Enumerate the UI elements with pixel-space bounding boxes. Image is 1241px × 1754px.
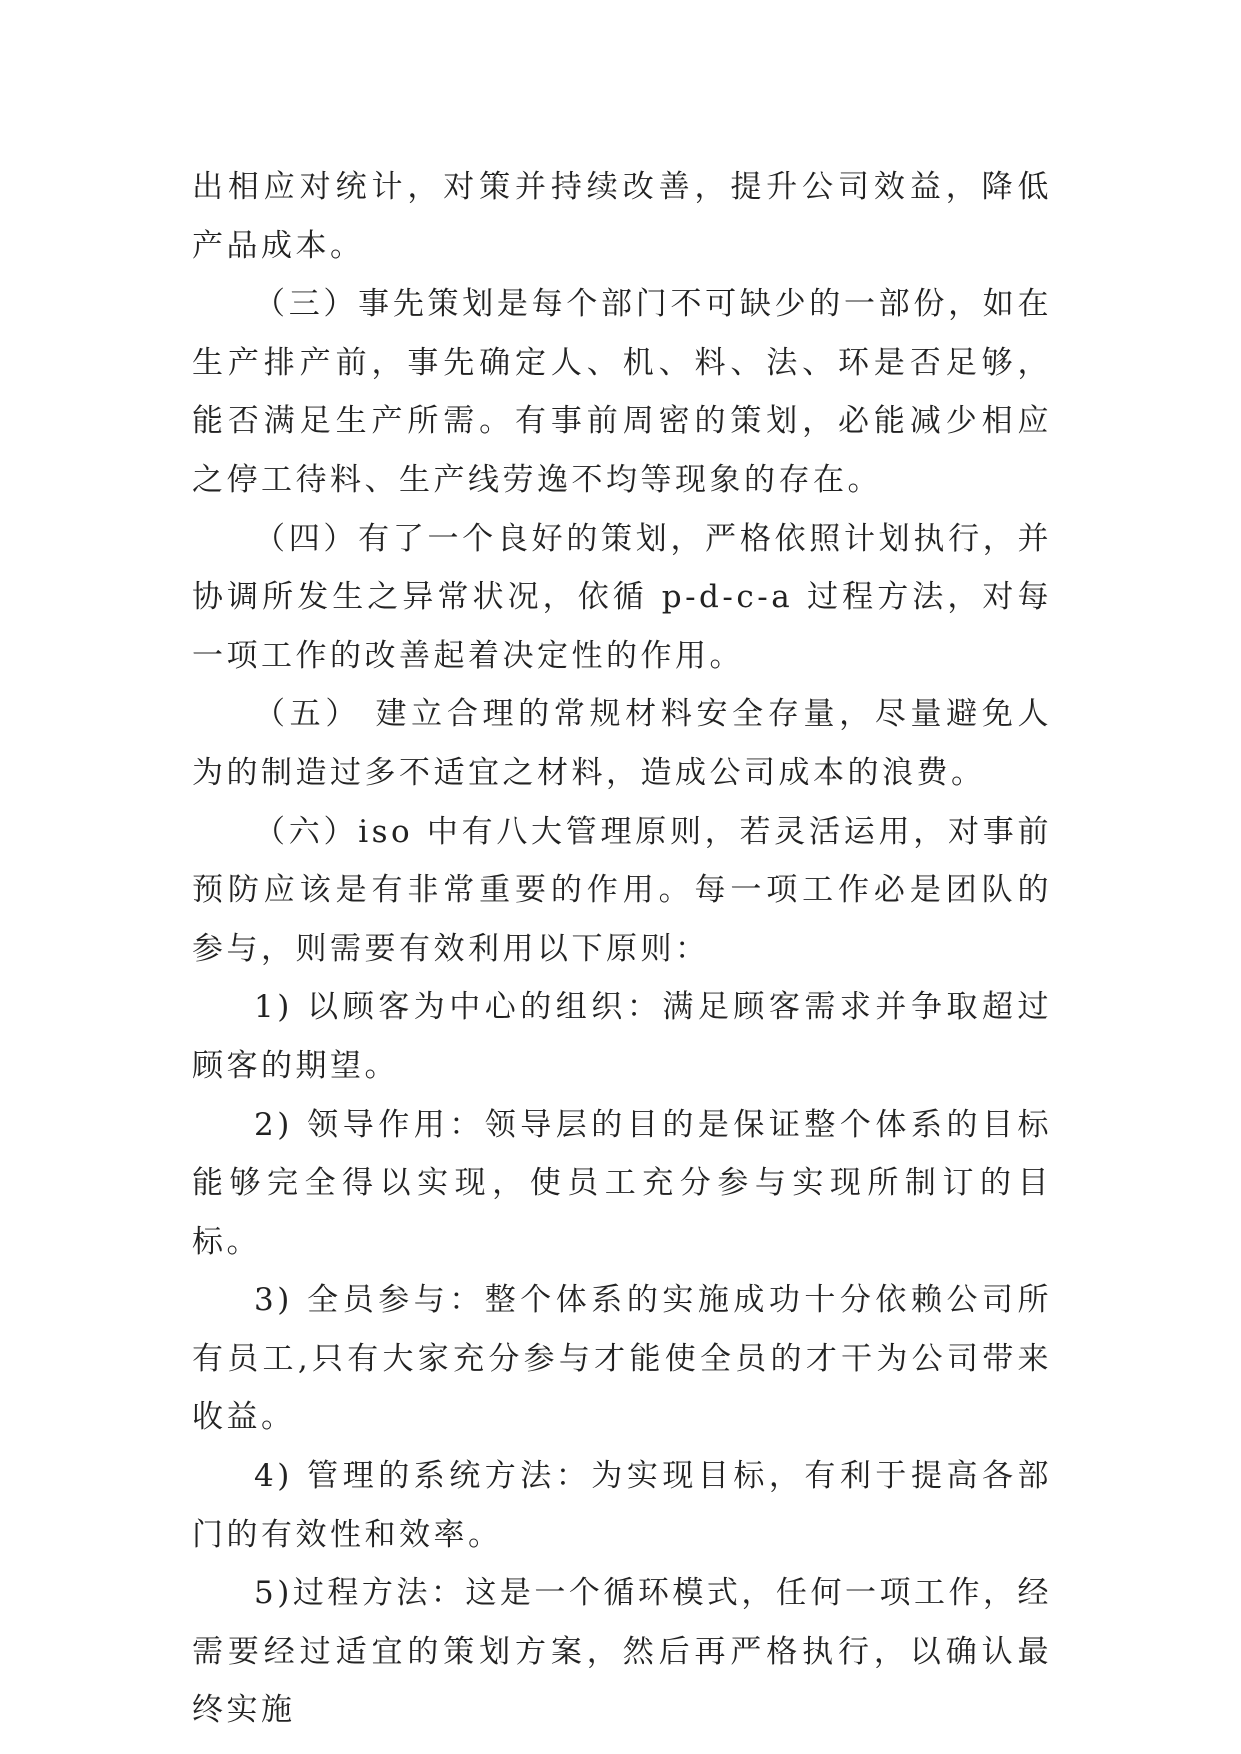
paragraph-3: （四）有了一个良好的策划，严格依照计划执行，并协调所发生之异常状况，依循 p-d-c-a 过程方法，对每一项工作的改善起着决定性的作用。 <box>192 520 1052 674</box>
principle-5: 5)过程方法：这是一个循环模式，任何一项工作，经需要经过适宜的策划方案，然后再严格执行，以确认最终实施 <box>192 1575 1052 1729</box>
document-body <box>192 158 1052 1740</box>
paragraph-2: （三）事先策划是每个部门不可缺少的一部份，如在生产排产前，事先确定人、机、料、法、环是否足够，能否满足生产所需。有事前周密的策划，必能减少相应之停工待料、生产线劳逸不均等现象的存在。 <box>192 286 1052 498</box>
paragraph-4: （五） 建立合理的常规材料安全存量，尽量避免人为的制造过多不适宜之材料，造成公司成本的浪费。 <box>192 696 1052 791</box>
principle-1: 1) 以顾客为中心的组织：满足顾客需求并争取超过顾客的期望。 <box>192 989 1052 1084</box>
paragraph-1: 出相应对统计，对策并持续改善，提升公司效益，降低产品成本。 <box>192 169 1052 264</box>
principle-2: 2) 领导作用：领导层的目的是保证整个体系的目标能够完全得以实现，使员工充分参与实现所制订的目标。 <box>192 1106 1052 1260</box>
paragraph-5: （六）iso 中有八大管理原则，若灵活运用，对事前预防应该是有非常重要的作用。每一项工作必是团队的参与，则需要有效利用以下原则： <box>192 813 1052 967</box>
principle-4: 4) 管理的系统方法：为实现目标，有利于提高各部门的有效性和效率。 <box>192 1458 1052 1553</box>
principle-3: 3) 全员参与：整个体系的实施成功十分依赖公司所有员工,只有大家充分参与才能使全员的才干为公司带来收益。 <box>192 1282 1052 1436</box>
